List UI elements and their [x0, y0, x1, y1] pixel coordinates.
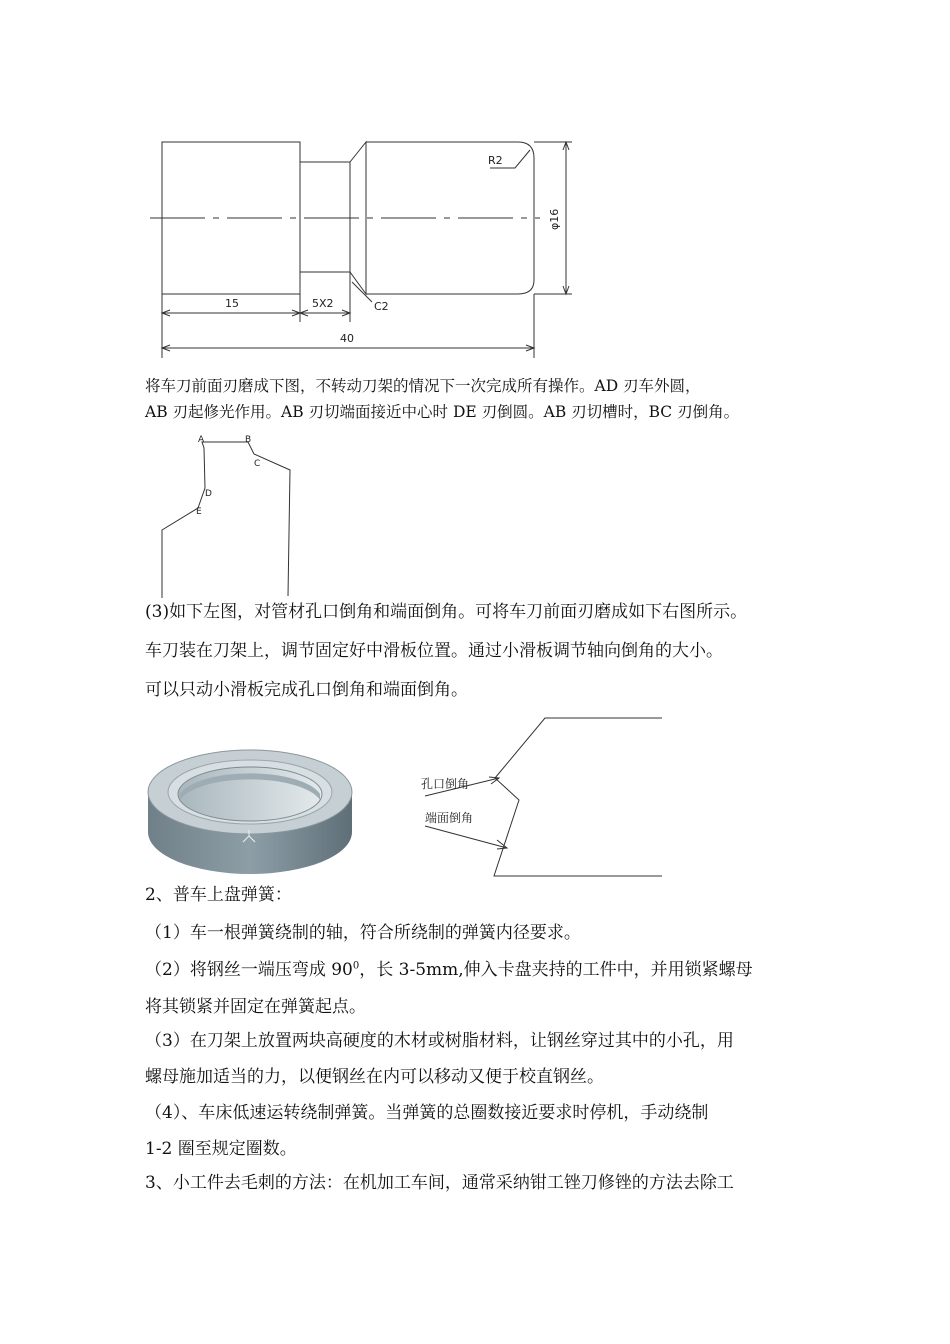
face-chamfer-label: 端面倒角: [425, 811, 474, 825]
tool-profile-drawing: [150, 430, 310, 600]
label-e: E: [196, 507, 202, 517]
paragraph2-line3: 可以只动小滑板完成孔口倒角和端面倒角。: [145, 680, 468, 700]
section2-step4-cont: 1-2 圈至规定圈数。: [145, 1139, 297, 1159]
section2-step2-sup: 0: [352, 960, 360, 972]
section2-step1: （1）车一根弹簧绕制的轴，符合所绕制的弹簧内径要求。: [145, 923, 581, 943]
diameter-label: φ16: [548, 208, 561, 230]
r2-label: R2: [488, 154, 503, 167]
label-c: C: [254, 459, 261, 469]
section2-step3-cont: 螺母施加适当的力，以便钢丝在内可以移动又便于校直钢丝。: [145, 1067, 604, 1087]
label-b: B: [245, 435, 252, 445]
dim-15-label: 15: [225, 297, 239, 310]
paragraph2-line2: 车刀装在刀架上，调节固定好中滑板位置。通过小滑板调节轴向倒角的大小。: [145, 641, 723, 661]
paragraph1-line1: 将车刀前面刃磨成下图，不转动刀架的情况下一次完成所有操作。AD 刃车外圆，: [145, 377, 701, 395]
section2-step2-a: （2）将钢丝一端压弯成 90: [145, 960, 353, 980]
section2-step3: （3）在刀架上放置两块高硬度的木材或树脂材料，让钢丝穿过其中的小孔，用: [145, 1031, 734, 1051]
dim-40-label: 40: [340, 332, 354, 345]
hole-chamfer-label: 孔口倒角: [421, 777, 470, 791]
section3-line1: 3、小工件去毛刺的方法：在机加工车间，通常采纳钳工锉刀修锉的方法去除工: [145, 1173, 734, 1193]
section2-step4: （4）、车床低速运转绕制弹簧。当弹簧的总圈数接近要求时停机，手动绕制: [145, 1103, 709, 1123]
label-a: A: [198, 435, 205, 445]
section2-step2-b: ，长 3-5mm,伸入卡盘夹持的工件中，并用锁紧螺母: [359, 960, 753, 980]
dim-5x2-label: 5X2: [312, 297, 334, 310]
section2-step2: [145, 955, 753, 980]
pipe-ring-image: [140, 740, 360, 880]
paragraph2-line1: (3)如下左图，对管材孔口倒角和端面倒角。可将车刀前面刃磨成如下右图所示。: [145, 602, 748, 622]
label-d: D: [205, 489, 212, 499]
chamfer-tool-drawing: [415, 712, 675, 882]
shaft-drawing: [140, 130, 590, 360]
section2-step2-cont: 将其锁紧并固定在弹簧起点。: [145, 997, 366, 1017]
chamfer-label: C2: [374, 300, 389, 313]
section2-heading: 2、普车上盘弹簧：: [145, 885, 292, 905]
paragraph1-line2: AB 刃起修光作用。AB 刃切端面接近中心时 DE 刃倒圆。AB 刃切槽时，BC 刃倒角。: [145, 403, 740, 421]
